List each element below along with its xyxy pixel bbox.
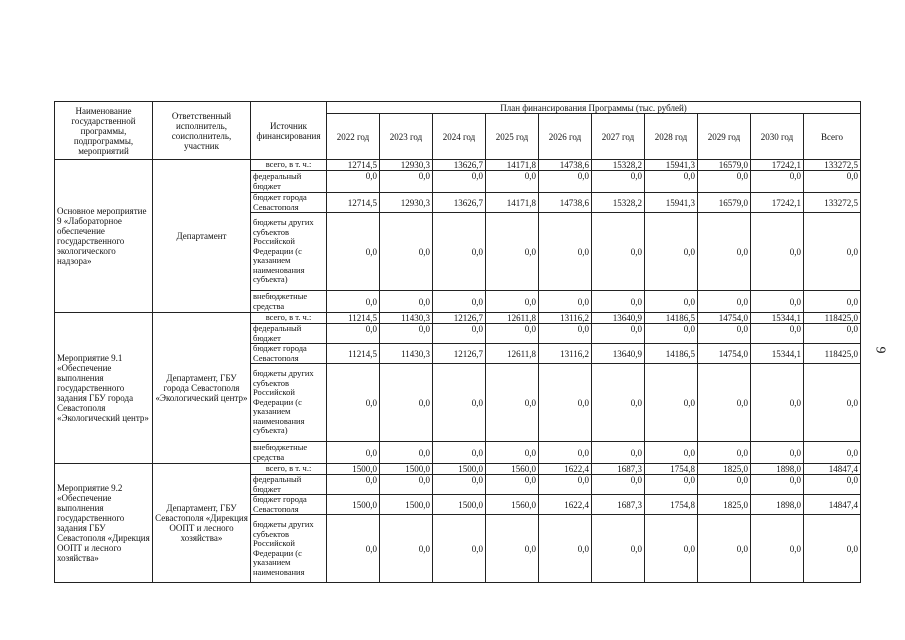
value-cell: 0,0 (433, 442, 486, 464)
value-cell: 0,0 (539, 291, 592, 313)
value-cell: 0,0 (486, 324, 539, 344)
value-cell: 0,0 (751, 442, 804, 464)
value-cell: 12611,8 (486, 313, 539, 324)
header-year: 2023 год (380, 114, 433, 160)
value-cell: 0,0 (751, 213, 804, 291)
page-number: 9 (872, 346, 888, 354)
source-cell: внебюджетные средства (251, 442, 327, 464)
value-cell: 0,0 (698, 515, 751, 583)
value-cell: 15941,3 (645, 193, 698, 213)
value-cell: 1898,0 (751, 464, 804, 475)
value-cell: 0,0 (380, 171, 433, 193)
value-cell: 1560,0 (486, 464, 539, 475)
table-row (55, 160, 861, 171)
value-cell: 0,0 (592, 291, 645, 313)
value-cell: 0,0 (645, 291, 698, 313)
value-cell: 0,0 (592, 442, 645, 464)
value-cell: 0,0 (327, 364, 380, 442)
source-cell: федеральный бюджет (251, 475, 327, 495)
source-cell: федеральный бюджет (251, 171, 327, 193)
total-value-cell: 0,0 (804, 364, 861, 442)
value-cell: 0,0 (539, 171, 592, 193)
program-name-cell: Мероприятие 9.1 «Обеспечение выполнения государственного задания ГБУ города Севастополя «Экологический центр» (55, 313, 153, 464)
header-year: 2024 год (433, 114, 486, 160)
header-total: Всего (804, 114, 861, 160)
value-cell: 14738,6 (539, 193, 592, 213)
table-row (55, 464, 861, 475)
value-cell: 13626,7 (433, 193, 486, 213)
value-cell: 1754,8 (645, 495, 698, 515)
value-cell: 12714,5 (327, 160, 380, 171)
value-cell: 0,0 (751, 291, 804, 313)
source-cell: бюджеты других субъектов Российской Федерации (с указанием наименования (251, 515, 327, 583)
header-year: 2025 год (486, 114, 539, 160)
value-cell: 14171,8 (486, 160, 539, 171)
value-cell: 0,0 (486, 291, 539, 313)
total-value-cell: 118425,0 (804, 313, 861, 324)
value-cell: 0,0 (592, 213, 645, 291)
value-cell: 0,0 (698, 442, 751, 464)
value-cell: 0,0 (645, 475, 698, 495)
header-year: 2027 год (592, 114, 645, 160)
source-cell: всего, в т. ч.: (251, 464, 327, 475)
executor-cell: Департамент, ГБУ города Севастополя «Экологический центр» (153, 313, 251, 464)
value-cell: 1500,0 (433, 464, 486, 475)
value-cell: 14754,0 (698, 313, 751, 324)
value-cell: 0,0 (751, 324, 804, 344)
value-cell: 0,0 (327, 475, 380, 495)
source-cell: внебюджетные средства (251, 291, 327, 313)
source-cell: бюджет города Севастополя (251, 344, 327, 364)
financing-table (54, 101, 861, 583)
value-cell: 1560,0 (486, 495, 539, 515)
value-cell: 0,0 (698, 291, 751, 313)
total-value-cell: 133272,5 (804, 160, 861, 171)
value-cell: 0,0 (327, 324, 380, 344)
value-cell: 0,0 (592, 171, 645, 193)
value-cell: 0,0 (380, 291, 433, 313)
value-cell: 0,0 (698, 364, 751, 442)
program-name-cell: Мероприятие 9.2 «Обеспечение выполнения государственного задания ГБУ Севастополя «Дирекция ООПТ и лесного хозяйства» (55, 464, 153, 583)
header-program: Наименование государственной программы, подпрограммы, мероприятий (55, 102, 153, 160)
value-cell: 13640,9 (592, 344, 645, 364)
value-cell: 12930,3 (380, 193, 433, 213)
value-cell: 0,0 (592, 364, 645, 442)
value-cell: 0,0 (327, 171, 380, 193)
executor-cell: Департамент (153, 160, 251, 313)
value-cell: 11214,5 (327, 313, 380, 324)
value-cell: 16579,0 (698, 160, 751, 171)
value-cell: 15344,1 (751, 344, 804, 364)
value-cell: 0,0 (486, 442, 539, 464)
value-cell: 0,0 (751, 364, 804, 442)
source-cell: всего, в т. ч.: (251, 160, 327, 171)
value-cell: 15941,3 (645, 160, 698, 171)
executor-cell: Департамент, ГБУ Севастополя «Дирекция ООПТ и лесного хозяйства» (153, 464, 251, 583)
value-cell: 13116,2 (539, 344, 592, 364)
total-value-cell: 0,0 (804, 213, 861, 291)
value-cell: 0,0 (592, 475, 645, 495)
value-cell: 0,0 (433, 324, 486, 344)
value-cell: 0,0 (380, 324, 433, 344)
value-cell: 14754,0 (698, 344, 751, 364)
value-cell: 13116,2 (539, 313, 592, 324)
value-cell: 0,0 (433, 291, 486, 313)
value-cell: 1687,3 (592, 464, 645, 475)
value-cell: 0,0 (539, 515, 592, 583)
value-cell: 0,0 (645, 515, 698, 583)
value-cell: 15344,1 (751, 313, 804, 324)
value-cell: 14738,6 (539, 160, 592, 171)
value-cell: 0,0 (486, 475, 539, 495)
source-cell: федеральный бюджет (251, 324, 327, 344)
program-name-cell: Основное мероприятие 9 «Лабораторное обеспечение государственного экологического надзора» (55, 160, 153, 313)
value-cell: 0,0 (698, 475, 751, 495)
value-cell: 0,0 (539, 475, 592, 495)
value-cell: 0,0 (592, 515, 645, 583)
value-cell: 13640,9 (592, 313, 645, 324)
header-year: 2026 год (539, 114, 592, 160)
value-cell: 0,0 (539, 213, 592, 291)
value-cell: 0,0 (645, 364, 698, 442)
value-cell: 14171,8 (486, 193, 539, 213)
total-value-cell: 0,0 (804, 442, 861, 464)
value-cell: 1898,0 (751, 495, 804, 515)
total-value-cell: 0,0 (804, 515, 861, 583)
source-cell: бюджет города Севастополя (251, 495, 327, 515)
header-source: Источник финансирования (251, 102, 327, 160)
value-cell: 0,0 (539, 324, 592, 344)
source-cell: бюджеты других субъектов Российской Федерации (с указанием наименования субъекта) (251, 213, 327, 291)
value-cell: 0,0 (433, 515, 486, 583)
value-cell: 1754,8 (645, 464, 698, 475)
value-cell: 1500,0 (327, 464, 380, 475)
value-cell: 12611,8 (486, 344, 539, 364)
total-value-cell: 14847,4 (804, 495, 861, 515)
value-cell: 0,0 (645, 442, 698, 464)
value-cell: 0,0 (751, 475, 804, 495)
value-cell: 0,0 (433, 213, 486, 291)
value-cell: 0,0 (698, 213, 751, 291)
value-cell: 0,0 (751, 171, 804, 193)
total-value-cell: 0,0 (804, 475, 861, 495)
value-cell: 0,0 (698, 324, 751, 344)
total-value-cell: 14847,4 (804, 464, 861, 475)
value-cell: 0,0 (645, 171, 698, 193)
value-cell: 0,0 (486, 171, 539, 193)
total-value-cell: 0,0 (804, 171, 861, 193)
value-cell: 12714,5 (327, 193, 380, 213)
total-value-cell: 133272,5 (804, 193, 861, 213)
total-value-cell: 118425,0 (804, 344, 861, 364)
total-value-cell: 0,0 (804, 324, 861, 344)
value-cell: 1500,0 (327, 495, 380, 515)
value-cell: 0,0 (327, 442, 380, 464)
value-cell: 1622,4 (539, 464, 592, 475)
header-year: 2022 год (327, 114, 380, 160)
value-cell: 1500,0 (433, 495, 486, 515)
value-cell: 0,0 (433, 364, 486, 442)
header-year: 2030 год (751, 114, 804, 160)
value-cell: 0,0 (380, 364, 433, 442)
value-cell: 15328,2 (592, 160, 645, 171)
table-row (55, 313, 861, 324)
value-cell: 0,0 (645, 213, 698, 291)
value-cell: 0,0 (592, 324, 645, 344)
value-cell: 1687,3 (592, 495, 645, 515)
value-cell: 1825,0 (698, 464, 751, 475)
source-cell: бюджеты других субъектов Российской Федерации (с указанием наименования субъекта) (251, 364, 327, 442)
value-cell: 14186,5 (645, 313, 698, 324)
value-cell: 12126,7 (433, 313, 486, 324)
value-cell: 14186,5 (645, 344, 698, 364)
value-cell: 0,0 (327, 213, 380, 291)
value-cell: 0,0 (327, 291, 380, 313)
value-cell: 0,0 (698, 171, 751, 193)
value-cell: 0,0 (486, 213, 539, 291)
total-value-cell: 0,0 (804, 291, 861, 313)
value-cell: 11430,3 (380, 313, 433, 324)
value-cell: 0,0 (486, 515, 539, 583)
value-cell: 0,0 (751, 515, 804, 583)
value-cell: 0,0 (380, 442, 433, 464)
value-cell: 12126,7 (433, 344, 486, 364)
value-cell: 16579,0 (698, 193, 751, 213)
value-cell: 17242,1 (751, 160, 804, 171)
value-cell: 0,0 (539, 364, 592, 442)
value-cell: 0,0 (645, 324, 698, 344)
value-cell: 13626,7 (433, 160, 486, 171)
header-executor: Ответственный исполнитель, соисполнитель, участник (153, 102, 251, 160)
value-cell: 1500,0 (380, 464, 433, 475)
value-cell: 17242,1 (751, 193, 804, 213)
header-year: 2029 год (698, 114, 751, 160)
value-cell: 1825,0 (698, 495, 751, 515)
value-cell: 11214,5 (327, 344, 380, 364)
header-year: 2028 год (645, 114, 698, 160)
value-cell: 15328,2 (592, 193, 645, 213)
value-cell: 0,0 (433, 171, 486, 193)
value-cell: 0,0 (486, 364, 539, 442)
value-cell: 0,0 (380, 475, 433, 495)
header-plan-title: План финансирования Программы (тыс. рублей) (327, 102, 861, 114)
value-cell: 0,0 (327, 515, 380, 583)
value-cell: 0,0 (433, 475, 486, 495)
value-cell: 1500,0 (380, 495, 433, 515)
value-cell: 12930,3 (380, 160, 433, 171)
value-cell: 11430,3 (380, 344, 433, 364)
value-cell: 0,0 (380, 213, 433, 291)
value-cell: 1622,4 (539, 495, 592, 515)
value-cell: 0,0 (539, 442, 592, 464)
value-cell: 0,0 (380, 515, 433, 583)
source-cell: бюджет города Севастополя (251, 193, 327, 213)
source-cell: всего, в т. ч.: (251, 313, 327, 324)
